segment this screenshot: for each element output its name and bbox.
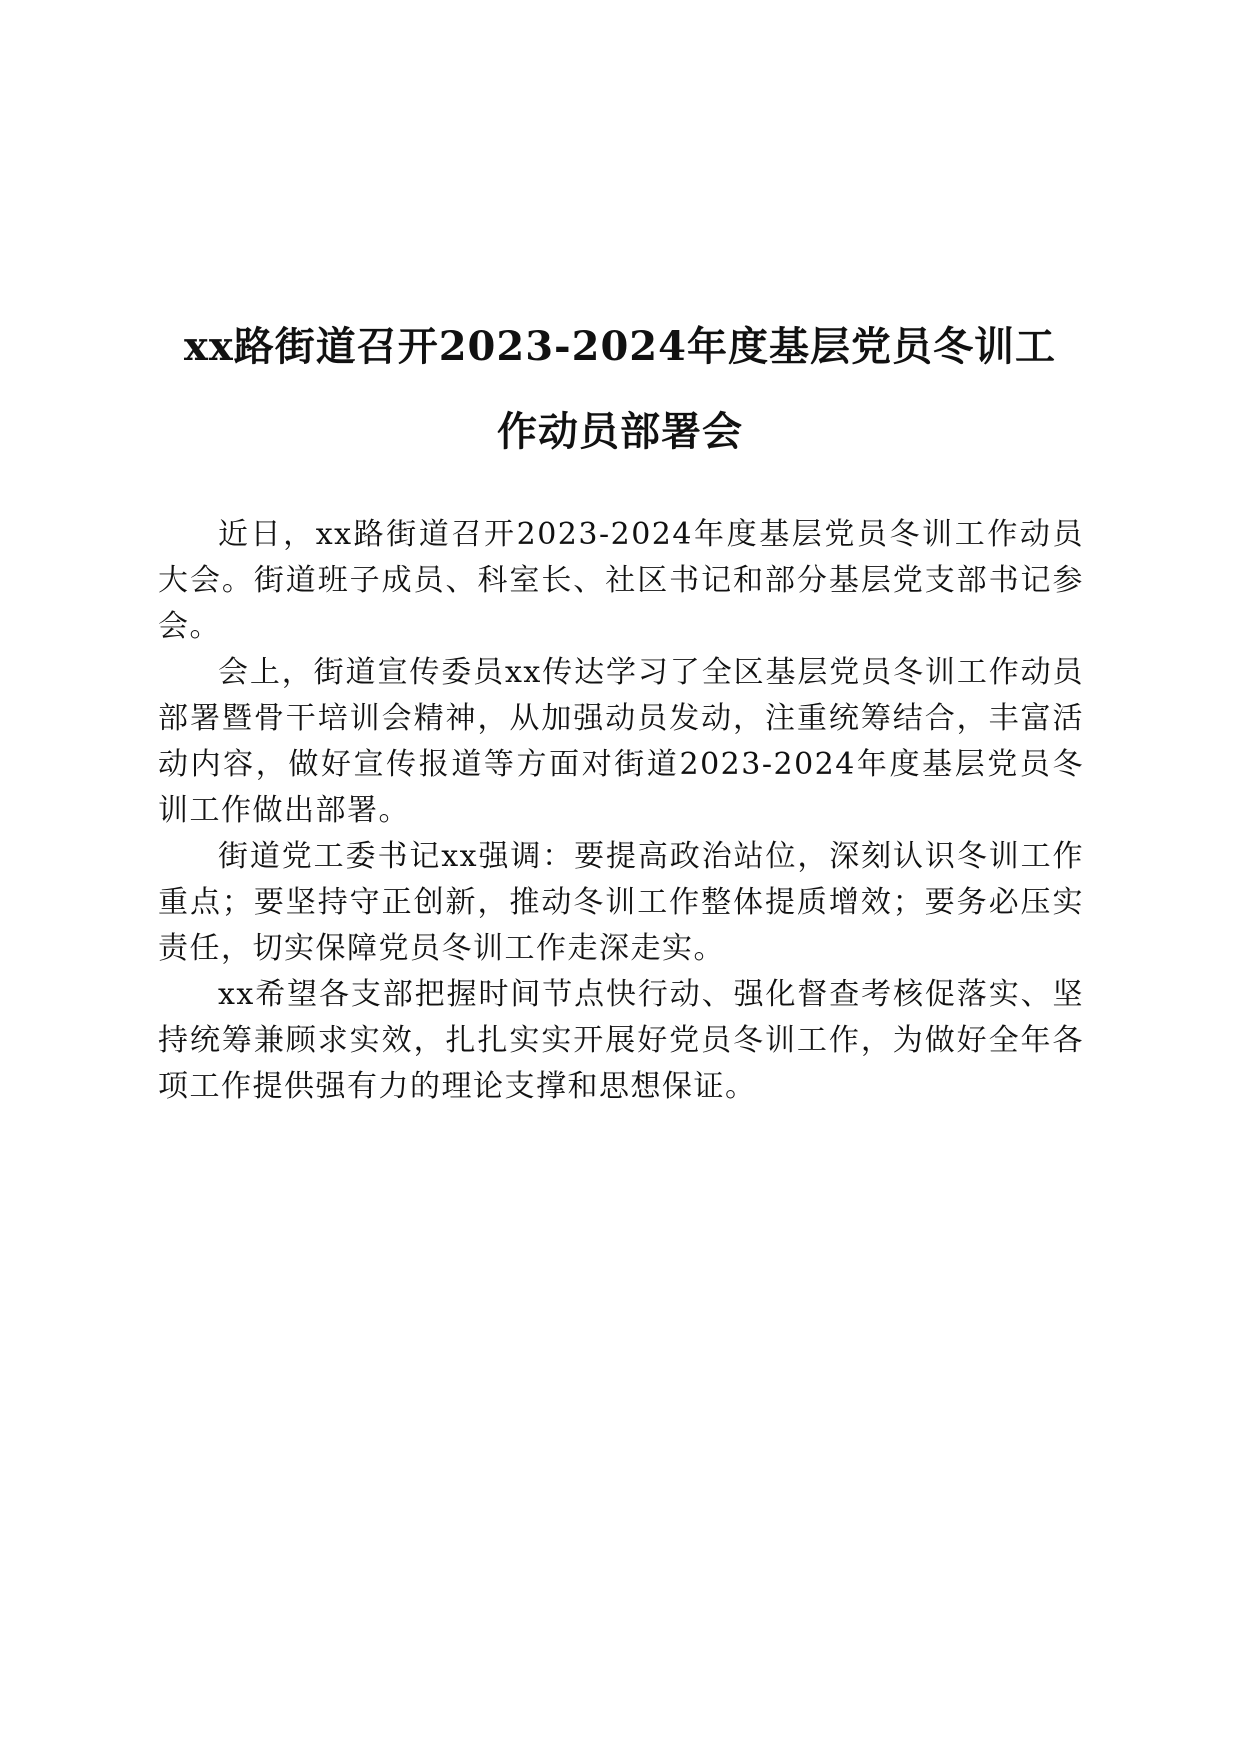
title-line-2: 作动员部署会: [497, 408, 743, 455]
paragraph-1: 近日，xx路街道召开2023-2024年度基层党员冬训工作动员大会。街道班子成员、科室长、社区书记和部分基层党支部书记参会。: [158, 517, 1084, 644]
document-title: [150, 304, 1090, 474]
paragraph-3: 街道党工委书记xx强调：要提高政治站位，深刻认识冬训工作重点；要坚持守正创新，推动冬训工作整体提质增效；要务必压实责任，切实保障党员冬训工作走深走实。: [158, 839, 1084, 966]
title-line-1: xx路街道召开2023-2024年度基层党员冬训工: [184, 323, 1056, 370]
document-body: [158, 512, 1084, 1110]
paragraph-4: xx希望各支部把握时间节点快行动、强化督查考核促落实、坚持统筹兼顾求实效，扎扎实实开展好党员冬训工作，为做好全年各项工作提供强有力的理论支撑和思想保证。: [158, 977, 1084, 1104]
paragraph-2: 会上，街道宣传委员xx传达学习了全区基层党员冬训工作动员部署暨骨干培训会精神，从加强动员发动，注重统筹结合，丰富活动内容，做好宣传报道等方面对街道2023-2024年度基层党员冬训工作做出部署。: [158, 655, 1084, 828]
